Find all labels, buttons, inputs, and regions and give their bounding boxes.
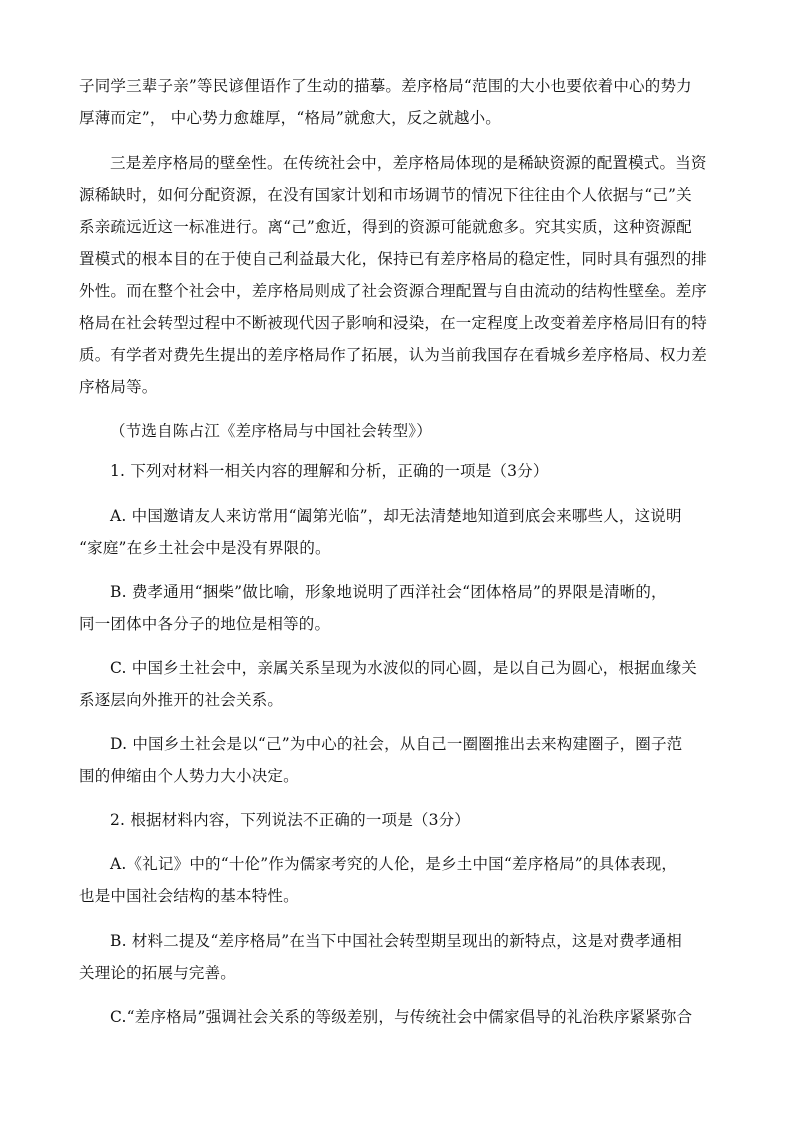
source-citation: （节选自陈占江《差序格局与中国社会转型》）	[110, 422, 432, 440]
q2-option-a-line-1: A.《礼记》中的“十伦”作为儒家考究的人伦，是乡土中国“差序格局”的具体表现，	[110, 855, 678, 873]
q1-option-b-line-2: 同一团体中各分子的地位是相等的。	[79, 615, 331, 633]
paragraph3-line-3: 系亲疏远近这一标准进行。离“己”愈近，得到的资源可能就愈多。究其实质，这种资源配	[79, 218, 692, 236]
q1-option-d-line-1: D. 中国乡土社会是以“己”为中心的社会，从自己一圈圈推出去来构建圈子，圈子范	[110, 735, 683, 753]
q2-option-c-line-1: C.“差序格局”强调社会关系的等级差别，与传统社会中儒家倡导的礼治秩序紧紧弥合	[110, 1008, 693, 1026]
paragraph3-line-8: 序格局等。	[79, 378, 158, 396]
q2-option-a-line-2: 也是中国社会结构的基本特性。	[79, 887, 299, 905]
q1-option-b-line-1: B. 费孝通用“捆柴”做比喻，形象地说明了西洋社会“团体格局”的界限是清晰的，	[110, 583, 667, 601]
paragraph3-line-1: 三是差序格局的壁垒性。在传统社会中，差序格局体现的是稀缺资源的配置模式。当资	[110, 154, 707, 172]
question2-stem: 2. 根据材料内容，下列说法不正确的一项是（3分）	[110, 811, 471, 829]
q1-option-a-line-1: A. 中国邀请友人来访常用“阖第光临”，却无法清楚地知道到底会来哪些人，这说明	[110, 507, 682, 525]
paragraph3-line-7: 质。有学者对费先生提出的差序格局作了拓展，认为当前我国存在看城乡差序格局、权力差	[79, 346, 708, 364]
paragraph3-line-6: 格局在社会转型过程中不断被现代因子影响和浸染，在一定程度上改变着差序格局旧有的特	[79, 314, 708, 332]
q1-option-c-line-1: C. 中国乡土社会中，亲属关系呈现为水波似的同心圆，是以自己为圆心，根据血缘关	[110, 659, 697, 677]
q1-option-d-line-2: 围的伸缩由个人势力大小决定。	[79, 767, 299, 785]
paragraph3-line-2: 源稀缺时，如何分配资源，在没有国家计划和市场调节的情况下往往由个人依据与“己”关	[79, 186, 692, 204]
q1-option-c-line-2: 系逐层向外推开的社会关系。	[79, 691, 284, 709]
question1-stem: 1. 下列对材料一相关内容的理解和分析，正确的一项是（3分）	[110, 462, 549, 480]
q2-option-b-line-1: B. 材料二提及“差序格局”在当下中国社会转型期呈现出的新特点，这是对费孝通相	[110, 932, 682, 950]
q1-option-a-line-2: “家庭”在乡土社会中是没有界限的。	[79, 539, 331, 557]
intro-line-1: 子同学三辈子亲”等民谚俚语作了生动的描摹。差序格局“范围的大小也要依着中心的势力	[79, 77, 692, 95]
q2-option-b-line-2: 关理论的拓展与完善。	[79, 964, 237, 982]
paragraph3-line-5: 外性。而在整个社会中，差序格局则成了社会资源合理配置与自由流动的结构性壁垒。差序	[79, 282, 708, 300]
intro-line-2: 厚薄而定”， 中心势力愈雄厚，“格局”就愈大，反之就越小。	[79, 109, 502, 127]
paragraph3-line-4: 置模式的根本目的在于使自己利益最大化，保持已有差序格局的稳定性，同时具有强烈的排	[79, 250, 708, 268]
